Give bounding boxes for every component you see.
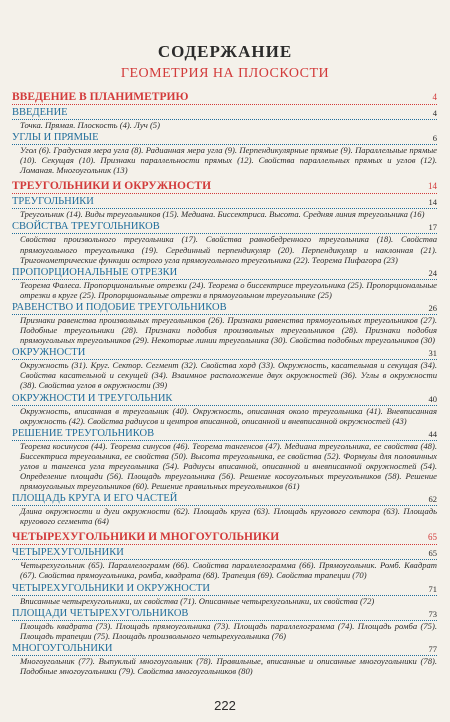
toc-subtopics: [20, 280, 437, 300]
toc-page-ref: 6: [432, 133, 437, 144]
toc-page-ref: 4: [432, 92, 437, 102]
toc-entry-text: СВОЙСТВА ТРЕУГОЛЬНИКОВ: [12, 221, 160, 233]
toc-section-heading: [12, 428, 437, 441]
toc-subtopics: [20, 145, 437, 175]
toc-section-heading: [12, 393, 437, 406]
toc-subtopics: [20, 120, 437, 130]
toc-section-heading: [12, 302, 437, 315]
toc-entry-text: ПЛОЩАДЬ КРУГА И ЕГО ЧАСТЕЙ: [12, 493, 178, 505]
toc-entry-text: ЧЕТЫРЕХУГОЛЬНИКИ: [12, 547, 124, 559]
toc-entry-text: ТРЕУГОЛЬНИКИ И ОКРУЖНОСТИ: [12, 180, 212, 193]
toc-entry-text: Площадь квадрата (73). Площадь прямоугольника (73). Площадь параллелограмма (74). Площадь ромба (75). Площадь трапеции (75). Площадь произвольного четырехугольника (76): [20, 620, 437, 641]
table-of-contents: [12, 86, 437, 676]
toc-page-ref: 26: [428, 302, 437, 313]
toc-page-ref: 40: [428, 393, 437, 404]
toc-entry-text: РЕШЕНИЕ ТРЕУГОЛЬНИКОВ: [12, 427, 155, 439]
toc-part-heading: [12, 90, 437, 105]
toc-entry-text: Угол (6). Градусная мера угла (8). Радианная мера угла (9). Перпендикулярные прямые (9). Параллельные прямые (10). Секущая (10). Признаки параллельности прямых (12). Свойства параллельных прямых и углов (12). Ломаная. Многоугольник (13): [20, 145, 437, 176]
toc-section-heading: [12, 267, 437, 280]
book-part-title: ГЕОМЕТРИЯ НА ПЛОСКОСТИ: [120, 66, 330, 81]
toc-page-ref: 65: [428, 532, 437, 543]
toc-subtopics: [20, 315, 437, 345]
toc-page-ref: 71: [428, 583, 437, 594]
toc-subtopics: [20, 506, 437, 526]
toc-section-heading: [12, 583, 437, 596]
toc-page-ref: 4: [432, 108, 437, 118]
toc-entry-text: Теорема Фалеса. Пропорциональные отрезки (24). Теорема о биссектрисе треугольника (25). Пропорциональные отрезки в круге (25). Пропорциональные отрезки в прямоугольном треугольнике (25): [20, 279, 437, 300]
toc-entry-text: Точка. Прямая. Плоскость (4). Луч (5): [20, 120, 160, 130]
toc-page-ref: 62: [428, 494, 437, 505]
toc-entry-text: Многоугольник (77). Выпуклый многоугольник (78). Правильные, вписанные и описанные многоугольники (78). Подобные многоугольники (79). Свойства многоугольников (80): [20, 655, 437, 676]
toc-entry-text: ВВЕДЕНИЕ: [12, 107, 68, 118]
page-title: СОДЕРЖАНИЕ: [157, 42, 293, 61]
toc-entry-text: ВВЕДЕНИЕ В ПЛАНИМЕТРИЮ: [12, 91, 189, 103]
page-number: 222: [214, 698, 236, 713]
toc-subtopics: [20, 560, 437, 580]
toc-entry-text: Вписанные четырехугольники, их свойства (71). Описанные четырехугольники, их свойства (72): [20, 595, 375, 606]
toc-section-heading: [12, 643, 437, 656]
toc-entry-text: Треугольник (14). Виды треугольников (15). Медиана. Биссектриса. Высота. Средняя линия треугольника (16): [20, 209, 425, 220]
toc-entry-text: Окружность (31). Круг. Сектор. Сегмент (32). Свойства хорд (33). Окружность, касательная и секущая (34). Свойства касательной и секущей (34). Взаимное расположение двух окружностей (36). Углы в окружности (38). Свойства углов в окружности (39): [20, 360, 437, 391]
toc-entry-text: Длина окружности и дуги окружности (62). Площадь круга (63). Площадь кругового сектора (63). Площадь кругового сегмента (64): [20, 506, 437, 527]
toc-section-heading: [12, 547, 437, 560]
toc-entry-text: УГЛЫ И ПРЯМЫЕ: [12, 132, 99, 144]
toc-section-heading: [12, 221, 437, 234]
toc-page-ref: 14: [428, 197, 437, 208]
toc-entry-text: ЧЕТЫРЕХУГОЛЬНИКИ И МНОГОУГОЛЬНИКИ: [12, 531, 280, 544]
toc-section-heading: [12, 132, 437, 145]
toc-entry-text: Свойства произвольного треугольника (17). Свойства равнобедренного треугольника (18). Свойства прямоугольного треугольника (19). Серединный перпендикуляр (20). Перпендикуляр и наклонная (21). Тригонометрические функции острого угла прямоугольного треугольника (22). Теорема Пифагора (23): [20, 234, 437, 265]
toc-page-ref: 31: [428, 348, 437, 359]
toc-page-ref: 73: [428, 608, 437, 619]
toc-entry-text: Теорема косинусов (44). Теорема синусов (46). Теорема тангенсов (47). Медиана треугольника, ее свойства (48). Биссектриса треугольника, ее свойства (50). Высота треугольника, ее свойства (52). Формулы для половинных углов и тангенса угла треугольника (54). Радиусы вписанной, описанной и вневписанной окружностей (54). Определение площади (56). Площадь треугольника (56). Решение косоугольных треугольников (58). Решение прямоугольных треугольников (60). Решение правильных треугольников (61): [20, 440, 437, 492]
toc-section-heading: [12, 196, 437, 209]
toc-section-heading: [12, 347, 437, 360]
toc-page-ref: 17: [428, 222, 437, 233]
toc-entry-text: ЧЕТЫРЕХУГОЛЬНИКИ И ОКРУЖНОСТИ: [12, 582, 210, 594]
toc-subtopics: [20, 621, 437, 641]
toc-subtopics: [20, 209, 437, 219]
toc-entry-text: РАВЕНСТВО И ПОДОБИЕ ТРЕУГОЛЬНИКОВ: [12, 301, 227, 313]
toc-page-ref: 77: [428, 643, 437, 654]
toc-page-ref: 24: [428, 267, 437, 278]
toc-subtopics: [20, 406, 437, 426]
toc-subtopics: [20, 596, 437, 606]
toc-entry-text: ПРОПОРЦИОНАЛЬНЫЕ ОТРЕЗКИ: [12, 266, 178, 278]
toc-entry-text: ТРЕУГОЛЬНИКИ: [12, 196, 94, 208]
toc-page-ref: 65: [428, 548, 437, 559]
toc-subtopics: [20, 656, 437, 676]
toc-page-ref: 44: [428, 428, 437, 439]
toc-section-heading: [12, 107, 437, 120]
toc-part-heading: [12, 179, 437, 194]
toc-body: [12, 90, 437, 676]
toc-entry-text: Четырехугольник (65). Параллелограмм (66). Свойства параллелограмма (66). Прямоугольник. Ромб. Квадрат (67). Свойства прямоугольника, ромба, квадрата (68). Трапеция (69). Свойства трапеции (70): [20, 560, 437, 581]
toc-section-heading: [12, 493, 437, 506]
toc-page-ref: 14: [428, 181, 437, 192]
toc-entry-text: Окружность, вписанная в треугольник (40). Окружность, описанная около треугольника (41). Вневписанная окружность (42). Свойства радиусов и центров вписанной, описанной и вневписанной окружностей (43): [20, 405, 437, 426]
toc-entry-text: ОКРУЖНОСТИ: [12, 347, 86, 359]
toc-section-heading: [12, 608, 437, 621]
toc-entry-text: ОКРУЖНОСТИ И ТРЕУГОЛЬНИК: [12, 392, 173, 404]
toc-entry-text: МНОГОУГОЛЬНИКИ: [12, 642, 113, 654]
toc-entry-text: Признаки равенства произвольных треугольников (26). Признаки равенства прямоугольных треугольников (27). Подобные треугольники (28). Признаки подобия произвольных треугольников (28). Признаки подобия прямоугольных треугольников (29). Некоторые линии треугольника (30). Свойства подобных треугольников (30): [20, 314, 437, 346]
toc-subtopics: [20, 234, 437, 264]
toc-part-heading: [12, 530, 437, 545]
toc-entry-text: ПЛОЩАДИ ЧЕТЫРЕХУГОЛЬНИКОВ: [12, 607, 189, 619]
toc-subtopics: [20, 360, 437, 390]
toc-subtopics: [20, 441, 437, 491]
